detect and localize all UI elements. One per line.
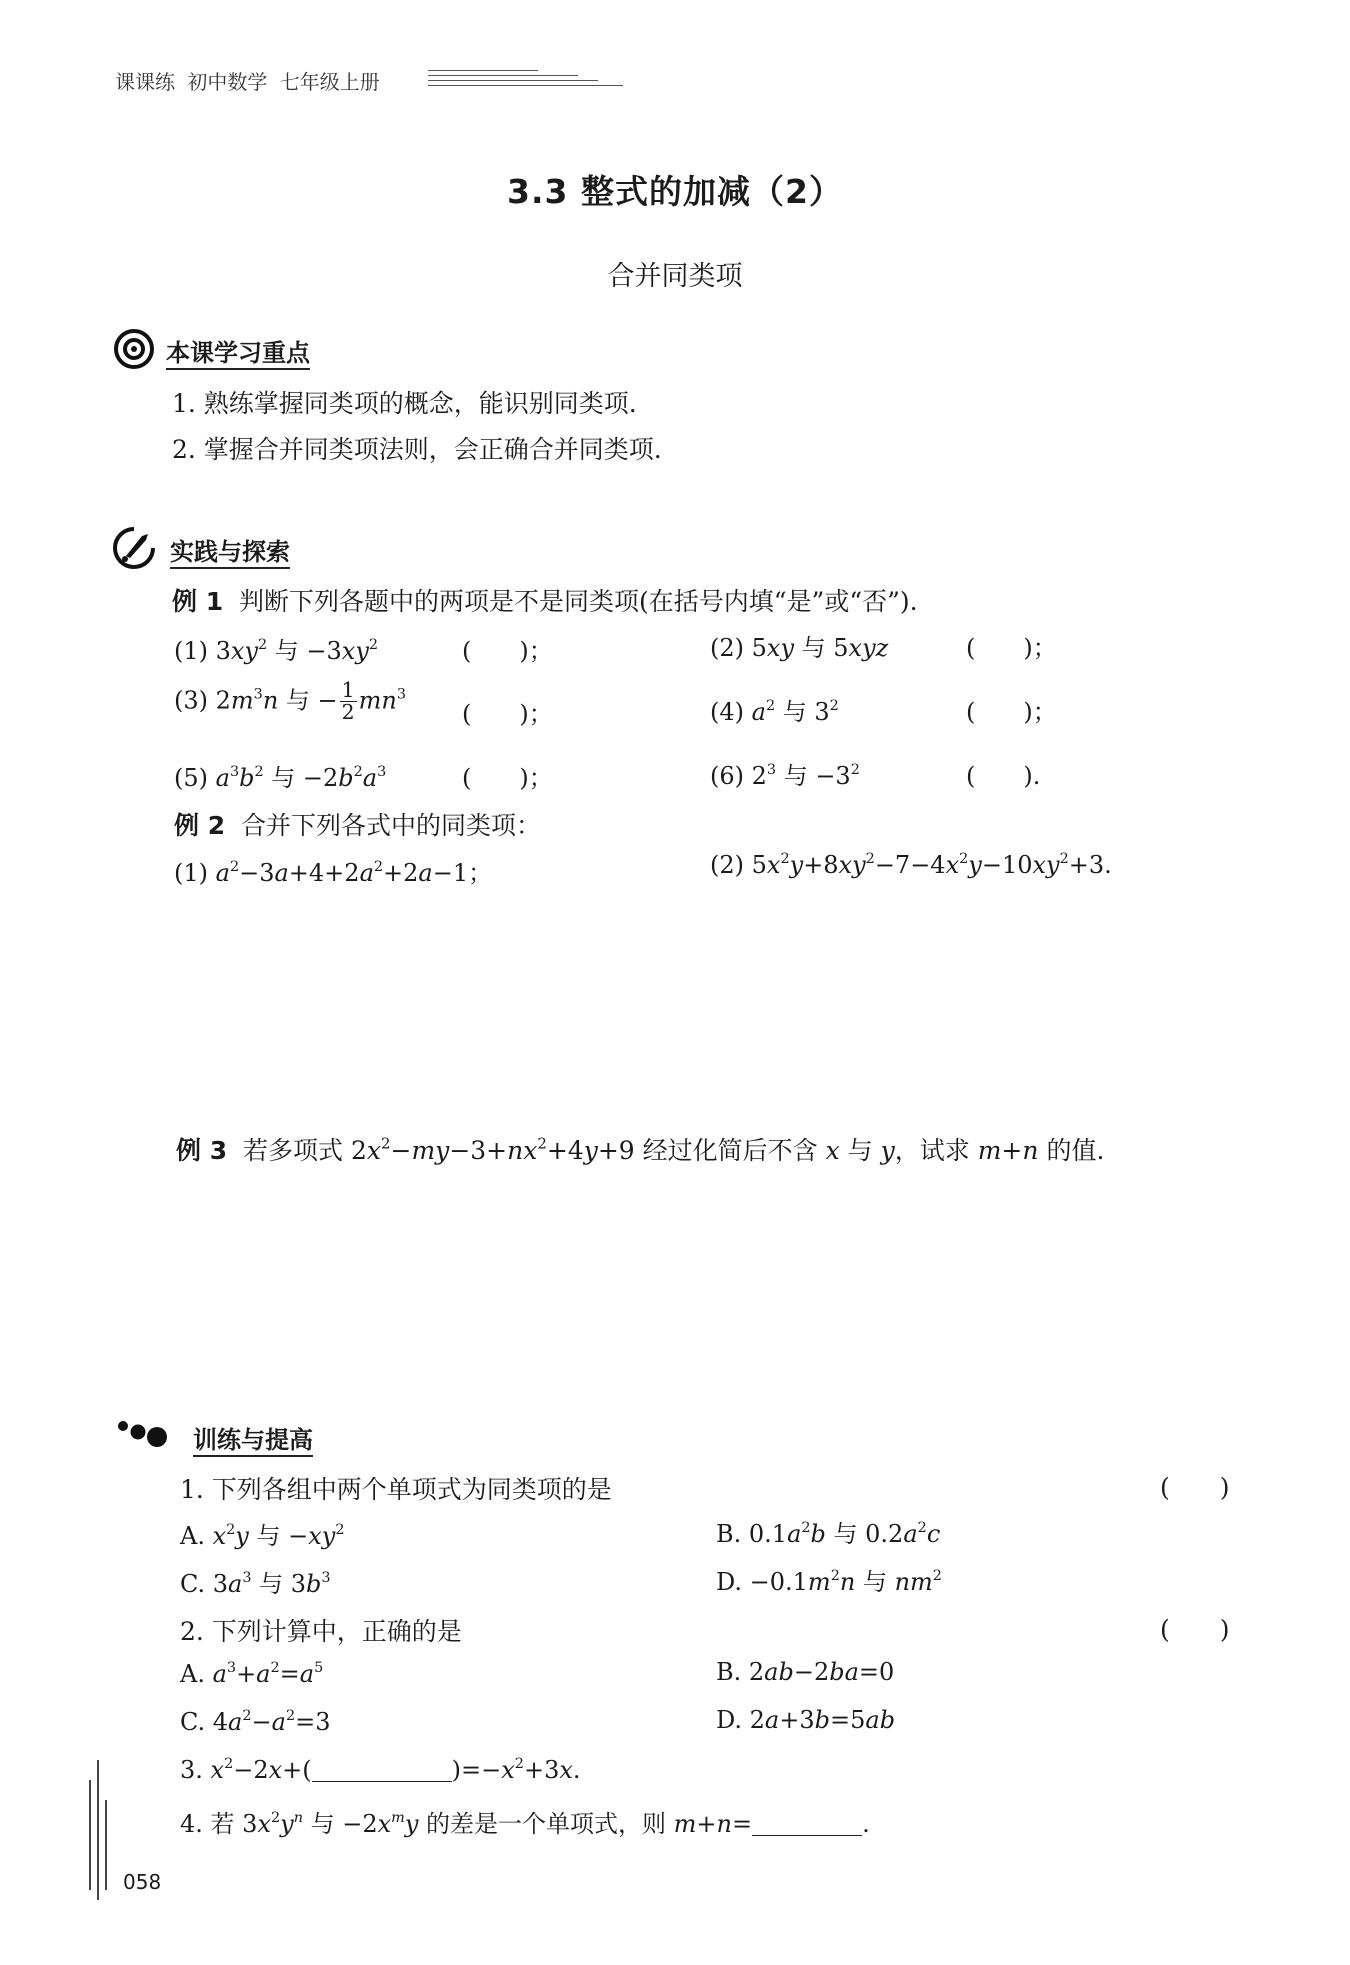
- example-2: [174, 806, 541, 842]
- q2-option-a[interactable]: A. $a^3+a^2=a^5$: [180, 1659, 324, 1688]
- ex1-bracket-1[interactable]: ( )；: [462, 637, 553, 665]
- target-icon: [113, 328, 155, 374]
- q1-answer-bracket[interactable]: ( ): [1160, 1473, 1230, 1502]
- example-1: [172, 582, 918, 618]
- question-2: 2. 下列计算中，正确的是: [180, 1617, 462, 1646]
- focus-item-1: 1. 熟练掌握同类项的概念，能识别同类项.: [172, 389, 637, 418]
- example-2-text: 合并下列各式中的同类项：: [241, 811, 542, 840]
- q2-option-c[interactable]: C. $4a^2-a^2=3$: [180, 1707, 331, 1736]
- ex1-item-6: (6) $2^3$ 与 $-3^2$: [710, 761, 860, 790]
- ex1-item-1: (1) $3xy^2$ 与 $-3xy^2$: [174, 636, 379, 665]
- dots-icon: [114, 1415, 194, 1453]
- ex1-bracket-4[interactable]: ( )；: [966, 698, 1057, 726]
- ex1-bracket-5[interactable]: ( )；: [462, 764, 553, 792]
- q1-option-c[interactable]: C. $3a^3$ 与 $3b^3$: [180, 1569, 331, 1598]
- q1-option-a[interactable]: A. $x^2y$ 与 $-xy^2$: [180, 1521, 345, 1550]
- q3-blank[interactable]: [312, 1757, 452, 1782]
- ex1-bracket-3[interactable]: ( )；: [462, 700, 553, 728]
- page-number: 058: [123, 1870, 162, 1894]
- ex1-bracket-6[interactable]: ( ).: [966, 762, 1041, 790]
- q4-blank[interactable]: [752, 1811, 862, 1836]
- ex2-item-2: (2) $5x^2y+8xy^2-7-4x^2y-10xy^2+3$.: [710, 850, 1112, 879]
- example-1-text: 判断下列各题中的两项是不是同类项(在括号内填“是”或“否”).: [239, 587, 918, 616]
- question-4: 4. 若 $3x^2y^n$ 与 $-2x^my$ 的差是一个单项式，则 m+n= .: [180, 1809, 870, 1838]
- rocket-icon: [112, 526, 156, 574]
- example-3-label: 例 3: [176, 1136, 228, 1165]
- q2-answer-bracket[interactable]: ( ): [1160, 1615, 1230, 1644]
- ex1-item-2: (2) 5xy 与 5xyz: [710, 634, 889, 662]
- section-practice-title: 实践与探索: [170, 532, 290, 567]
- q1-option-b[interactable]: B. $0.1a^2b$ 与 $0.2a^2c$: [716, 1519, 941, 1548]
- ex1-item-3: (3) $2m^3n$ 与 − $\frac{1}{2}$ $mn^3$: [174, 678, 407, 725]
- section-focus-title: 本课学习重点: [166, 333, 310, 368]
- section-training-title: 训练与提高: [193, 1420, 313, 1455]
- ex1-item-5: (5) $a^3b^2$ 与 $-2b^2a^3$: [174, 763, 387, 792]
- example-2-label: 例 2: [174, 811, 226, 840]
- ex1-item-4: (4) $a^2$ 与 $3^2$: [710, 697, 839, 726]
- focus-item-2: 2. 掌握合并同类项法则，会正确合并同类项.: [172, 435, 662, 464]
- q2-option-b[interactable]: B. 2ab−2ba=0: [716, 1658, 895, 1686]
- page-subtitle: 合并同类项: [607, 261, 743, 292]
- ex1-bracket-2[interactable]: ( )；: [966, 634, 1057, 662]
- question-1: 1. 下列各组中两个单项式为同类项的是: [180, 1475, 612, 1504]
- example-1-label: 例 1: [172, 587, 224, 616]
- example-3: 例 3 若多项式 $2x^2-my-3+nx^2+4y+9$ 经过化简后不含 x 与 y，试求 m+n 的值.: [176, 1134, 1105, 1165]
- running-header: 课课练 初中数学 七年级上册: [115, 70, 380, 94]
- page-title: 3.3 整式的加减（2）: [507, 172, 843, 211]
- ex2-item-1: (1) $a^2-3a+4+2a^2+2a-1$；: [174, 858, 493, 887]
- q1-option-d[interactable]: D. $-0.1m^2n$ 与 $nm^2$: [716, 1567, 942, 1596]
- q2-option-d[interactable]: D. 2a+3b=5ab: [716, 1706, 896, 1734]
- header-decor-lines: [428, 66, 623, 90]
- question-3: 3. $x^2-2x+$( )$=-x^2+3x$.: [180, 1755, 581, 1784]
